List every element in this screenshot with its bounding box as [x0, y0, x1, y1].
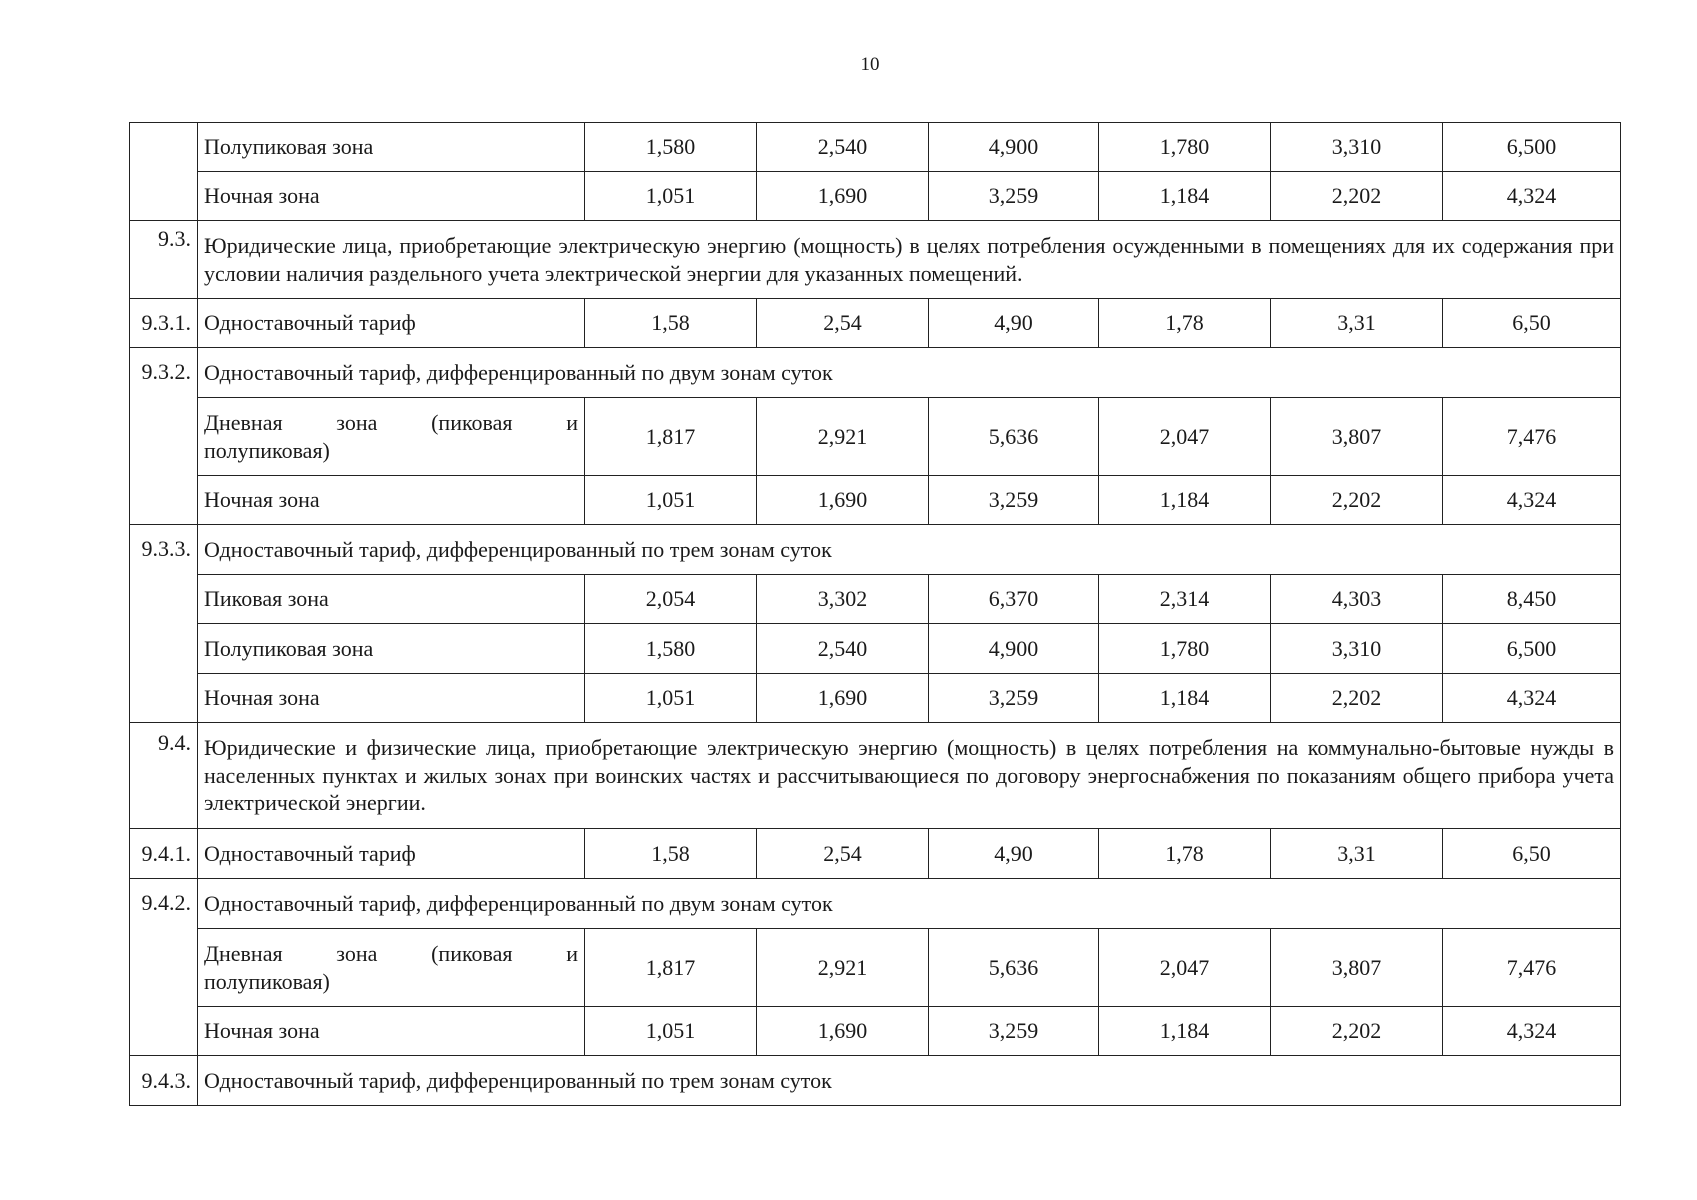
- table-row: [130, 172, 1621, 221]
- value-cell: 8,450: [1443, 575, 1621, 624]
- subsection-title: Одноставочный тариф, дифференцированный по трем зонам суток: [198, 525, 1621, 575]
- subsection-row: [130, 1056, 1621, 1106]
- value-cell: 3,31: [1271, 299, 1443, 348]
- row-label-line: полупиковая): [204, 437, 330, 463]
- row-label: Полупиковая зона: [198, 123, 585, 172]
- value-cell: 1,58: [585, 299, 757, 348]
- value-cell: 1,78: [1099, 299, 1271, 348]
- row-number: 9.3.2.: [130, 348, 198, 525]
- value-cell: 1,780: [1099, 624, 1271, 674]
- row-label: Одноставочный тариф: [198, 299, 585, 348]
- row-label-line: полупиковая): [204, 968, 330, 994]
- value-cell: 3,310: [1271, 624, 1443, 674]
- tariff-table: [129, 122, 1621, 1106]
- value-cell: 3,807: [1271, 929, 1443, 1007]
- value-cell: 4,324: [1443, 1007, 1621, 1056]
- table-row: [130, 398, 1621, 476]
- page-number: 10: [860, 54, 880, 75]
- value-cell: 2,540: [757, 624, 929, 674]
- table-row: [130, 1007, 1621, 1056]
- value-cell: 1,817: [585, 929, 757, 1007]
- section-row: [130, 221, 1621, 299]
- section-description: Юридические и физические лица, приобретающие электрическую энергию (мощность) в целях потребления на коммунально-бытовые нужды в населенных пунктах и жилых зонах при воинских частях и рассчитывающиеся по договору энергоснабжения по показаниям общего прибора учета электрической энергии.: [198, 723, 1621, 829]
- value-cell: 2,054: [585, 575, 757, 624]
- value-cell: 3,807: [1271, 398, 1443, 476]
- value-cell: 2,921: [757, 929, 929, 1007]
- table-row: [130, 123, 1621, 172]
- value-cell: 2,54: [757, 829, 929, 879]
- value-cell: 2,047: [1099, 929, 1271, 1007]
- value-cell: 3,31: [1271, 829, 1443, 879]
- row-label: Ночная зона: [198, 172, 585, 221]
- value-cell: 6,500: [1443, 123, 1621, 172]
- value-cell: 1,184: [1099, 172, 1271, 221]
- row-number: 9.4.1.: [130, 829, 198, 879]
- value-cell: 6,370: [929, 575, 1099, 624]
- value-cell: 2,202: [1271, 1007, 1443, 1056]
- value-cell: 4,324: [1443, 476, 1621, 525]
- value-cell: 1,184: [1099, 1007, 1271, 1056]
- value-cell: 7,476: [1443, 929, 1621, 1007]
- subsection-title: Одноставочный тариф, дифференцированный по двум зонам суток: [198, 879, 1621, 929]
- value-cell: 1,78: [1099, 829, 1271, 879]
- value-cell: 5,636: [929, 398, 1099, 476]
- value-cell: 3,259: [929, 1007, 1099, 1056]
- subsection-title: Одноставочный тариф, дифференцированный по трем зонам суток: [198, 1056, 1621, 1106]
- table-row: [130, 929, 1621, 1007]
- row-number: 9.4.2.: [130, 879, 198, 1056]
- value-cell: 4,900: [929, 624, 1099, 674]
- row-label: Одноставочный тариф: [198, 829, 585, 879]
- value-cell: 3,259: [929, 674, 1099, 723]
- row-label: Пиковая зона: [198, 575, 585, 624]
- row-number-cell: [130, 123, 198, 221]
- value-cell: 1,051: [585, 172, 757, 221]
- value-cell: 1,58: [585, 829, 757, 879]
- value-cell: 2,202: [1271, 674, 1443, 723]
- table-row: [130, 575, 1621, 624]
- value-cell: 5,636: [929, 929, 1099, 1007]
- value-cell: 1,817: [585, 398, 757, 476]
- value-cell: 3,310: [1271, 123, 1443, 172]
- row-label: Ночная зона: [198, 1007, 585, 1056]
- value-cell: 1,690: [757, 674, 929, 723]
- row-label: Ночная зона: [198, 476, 585, 525]
- row-number: 9.3.3.: [130, 525, 198, 723]
- table-row: [130, 476, 1621, 525]
- value-cell: 2,047: [1099, 398, 1271, 476]
- subsection-row: [130, 525, 1621, 575]
- subsection-row: [130, 348, 1621, 398]
- table-row: [130, 674, 1621, 723]
- value-cell: 4,324: [1443, 674, 1621, 723]
- row-number: 9.3.: [130, 221, 198, 299]
- value-cell: 1,051: [585, 1007, 757, 1056]
- row-label-line: Дневная зона (пиковая и: [204, 940, 578, 966]
- value-cell: 1,780: [1099, 123, 1271, 172]
- value-cell: 1,580: [585, 624, 757, 674]
- subsection-row: [130, 879, 1621, 929]
- value-cell: 4,900: [929, 123, 1099, 172]
- value-cell: 4,90: [929, 829, 1099, 879]
- value-cell: 1,051: [585, 674, 757, 723]
- value-cell: 1,580: [585, 123, 757, 172]
- value-cell: 6,500: [1443, 624, 1621, 674]
- value-cell: 3,259: [929, 172, 1099, 221]
- row-number: 9.4.: [130, 723, 198, 829]
- subsection-title: Одноставочный тариф, дифференцированный по двум зонам суток: [198, 348, 1621, 398]
- value-cell: 2,314: [1099, 575, 1271, 624]
- value-cell: 2,921: [757, 398, 929, 476]
- value-cell: 6,50: [1443, 299, 1621, 348]
- table-row: [130, 829, 1621, 879]
- value-cell: 1,690: [757, 476, 929, 525]
- value-cell: 6,50: [1443, 829, 1621, 879]
- value-cell: 3,302: [757, 575, 929, 624]
- value-cell: 2,202: [1271, 172, 1443, 221]
- value-cell: 1,051: [585, 476, 757, 525]
- row-label: [198, 929, 585, 1007]
- table-row: [130, 624, 1621, 674]
- value-cell: 2,540: [757, 123, 929, 172]
- value-cell: 1,690: [757, 172, 929, 221]
- row-number: 9.4.3.: [130, 1056, 198, 1106]
- row-label: Полупиковая зона: [198, 624, 585, 674]
- value-cell: 1,690: [757, 1007, 929, 1056]
- section-description: Юридические лица, приобретающие электрическую энергию (мощность) в целях потребления осужденными в помещениях для их содержания при условии наличия раздельного учета электрической энергии для указанных помещений.: [198, 221, 1621, 299]
- value-cell: 7,476: [1443, 398, 1621, 476]
- table-row: [130, 299, 1621, 348]
- value-cell: 2,202: [1271, 476, 1443, 525]
- value-cell: 1,184: [1099, 476, 1271, 525]
- value-cell: 2,54: [757, 299, 929, 348]
- value-cell: 4,303: [1271, 575, 1443, 624]
- row-label: [198, 398, 585, 476]
- value-cell: 1,184: [1099, 674, 1271, 723]
- row-number: 9.3.1.: [130, 299, 198, 348]
- row-label-line: Дневная зона (пиковая и: [204, 409, 578, 435]
- value-cell: 4,90: [929, 299, 1099, 348]
- row-label: Ночная зона: [198, 674, 585, 723]
- value-cell: 4,324: [1443, 172, 1621, 221]
- section-row: [130, 723, 1621, 829]
- value-cell: 3,259: [929, 476, 1099, 525]
